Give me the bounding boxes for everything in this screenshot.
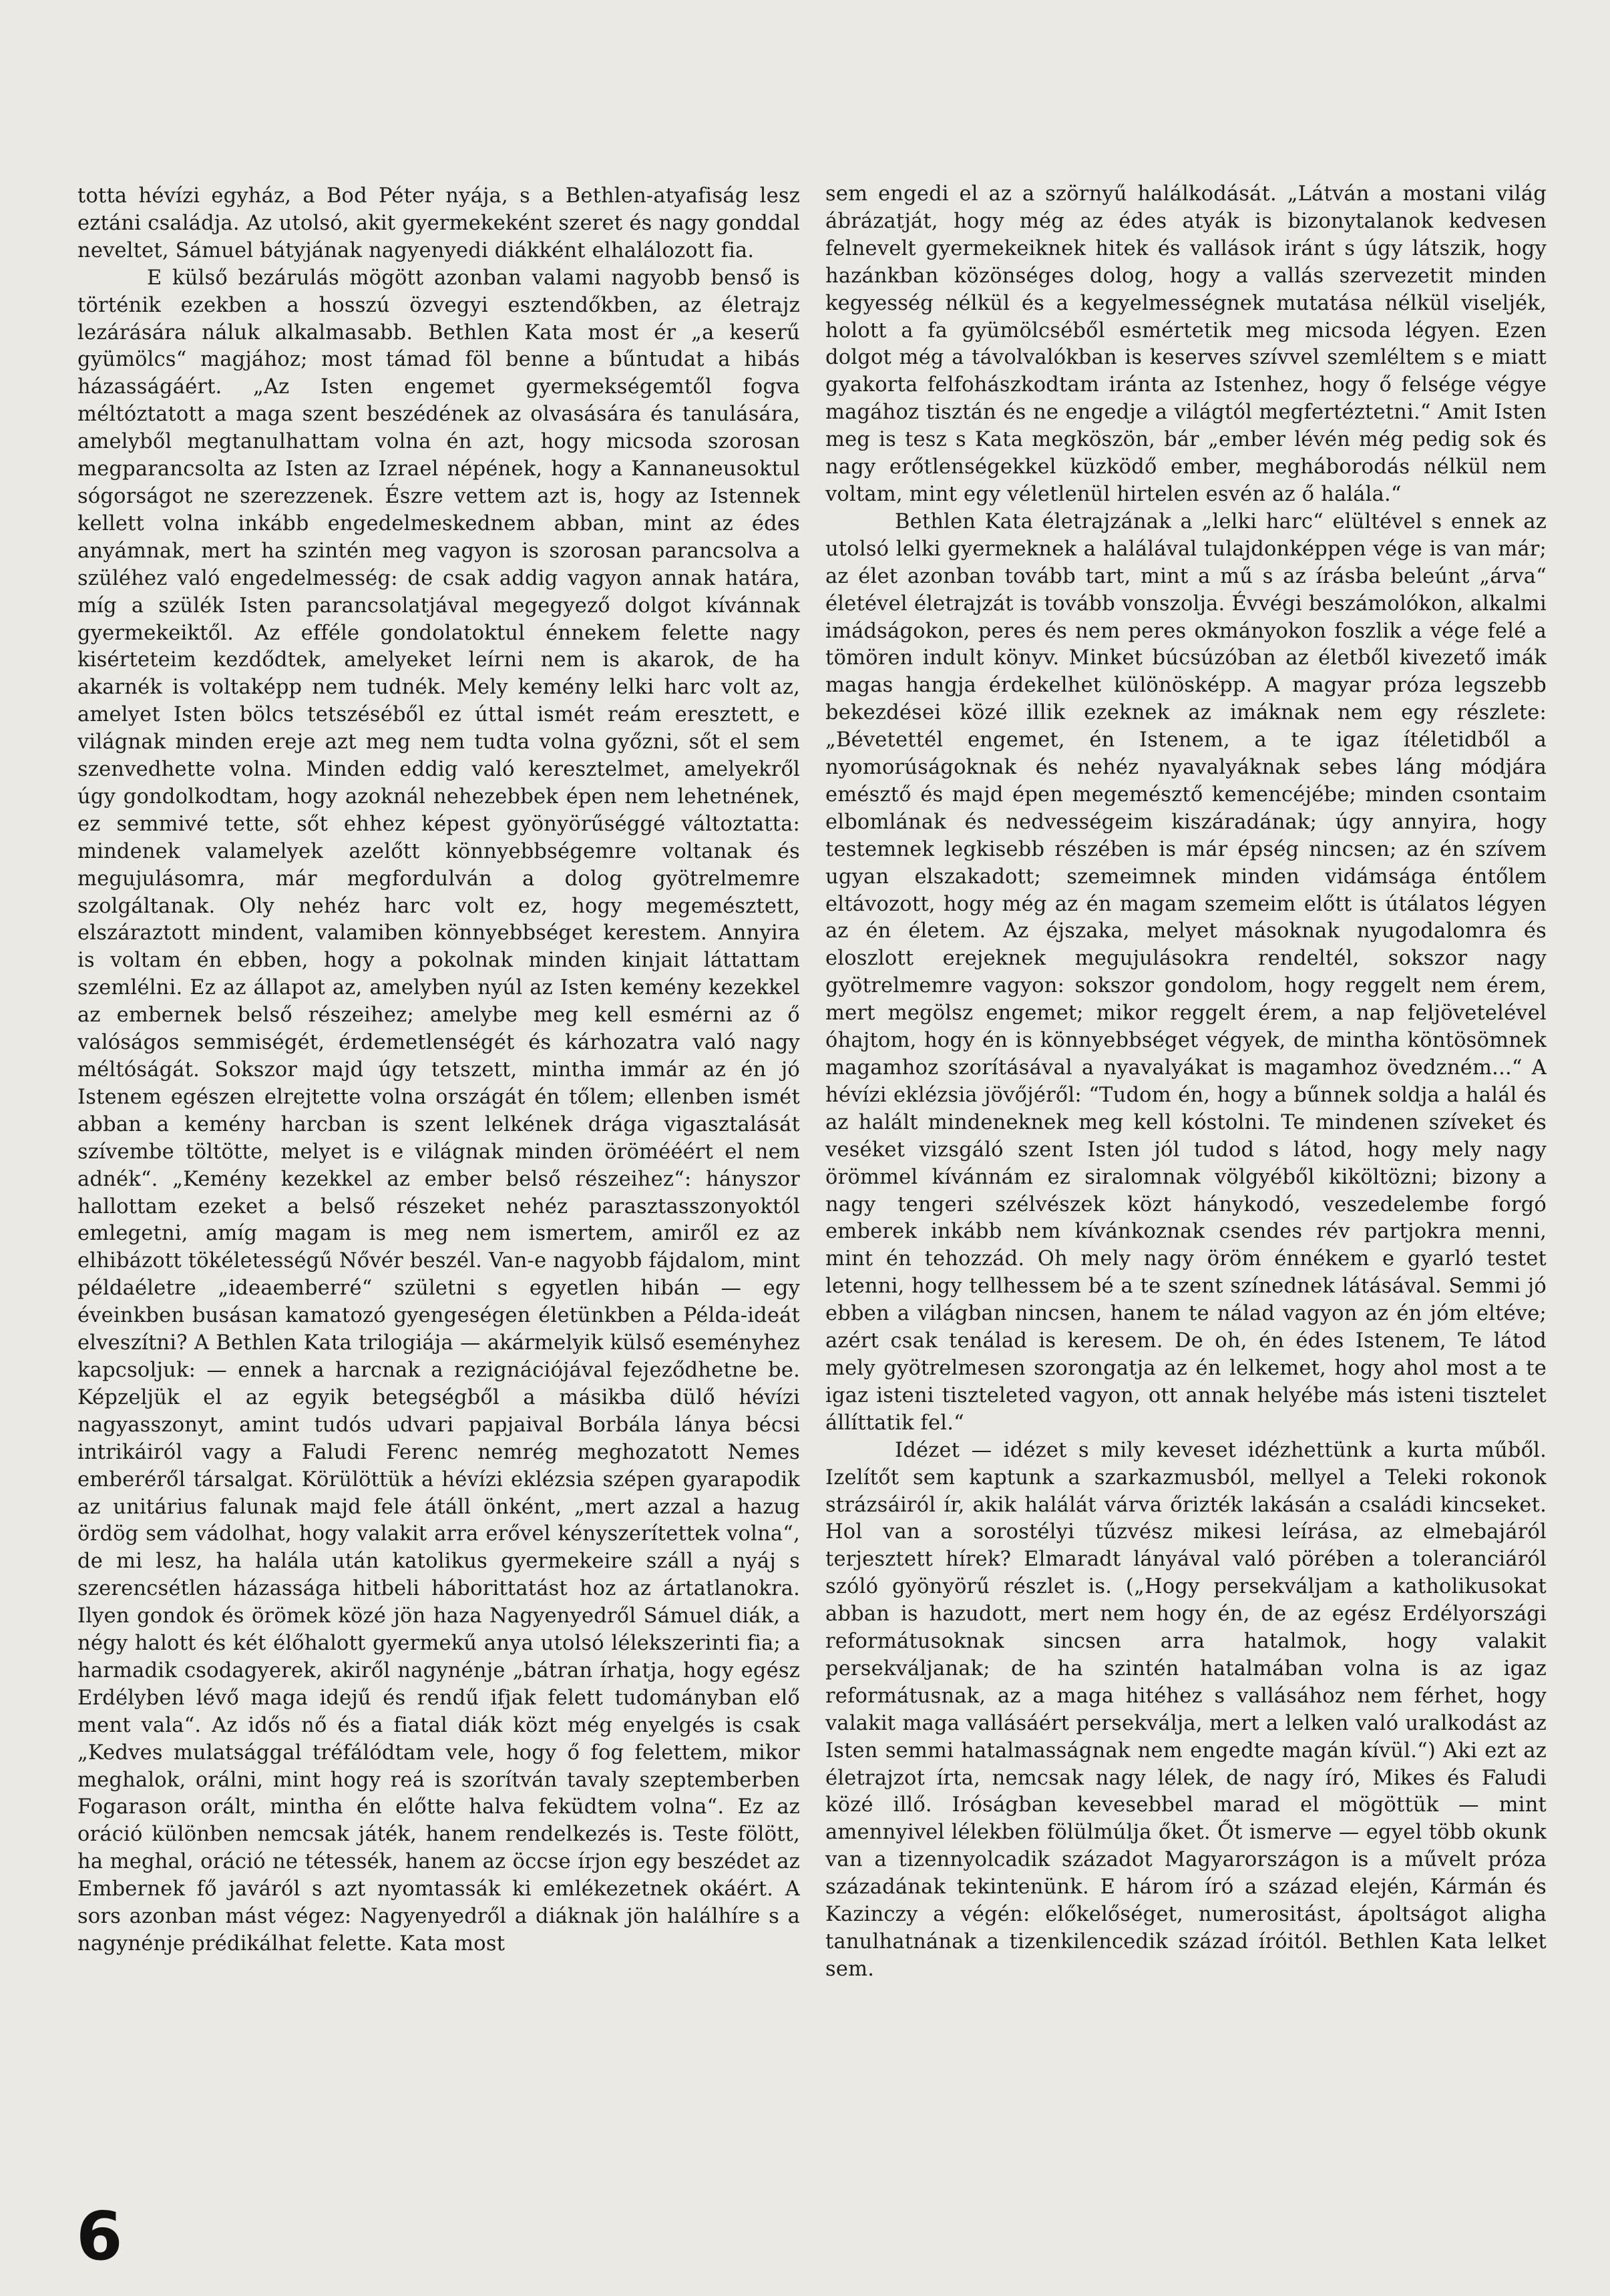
paragraph: E külső bezárulás mögött azonban valami nagyobb benső is történik ezekben a hosszú özvegyi esztendőkben, az életrajz lezárására náluk alkalmasabb. Bethlen Kata most ér „a keserű gyümölcs“ magjához; most támad föl benne a bűntudat a hibás házasságáért. „Az Isten engemet gyermekségemtől fogva méltóztatott a maga szent beszédének az olvasására és tanulására, amelyből megtanulhattam volna én azt, hogy micsoda szorosan megparancsolta az Isten az Izrael népének, hogy a Kannaneusoktul sógorságot ne szerezzenek. Észre vettem azt is, hogy az Istennek kellett volna inkább engedelmeskednem abban, mint az édes anyámnak, mert ha szintén meg vagyon is szorosan parancsolva a szüléhez való engedelmesség: de csak addig vagyon annak határa, míg a szülék Isten parancsolatjával megegyező dolgot kívánnak gyermekeiktől. Az efféle gondolatoktul énnekem felette nagy kisérteteim kezdődtek, amelyeket leírni nem is akarok, de ha akarnék is voltaképp nem tudnék. Mely kemény lelki harc volt az, amelyet Isten bölcs tetszéséből ez úttal ismét reám eresztett, e világnak minden ereje azt meg nem tudta volna győzni, sőt el sem szenvedhette volna. Minden eddig való keresztelmet, amelyekről úgy gondolkodtam, hogy azoknál nehezebbek épen nem lehetnének, ez semmivé tette, sőt ehhez képest gyönyörűséggé változtatta: mindenek valamelyek azelőtt könnyebbségemre voltanak és megujulásomra, már megfordulván a dolog gyötrelmemre szolgáltanak. Oly nehéz harc volt ez, hogy megemésztett, elszáraztott mindent, valamiben könnyebbséget kerestem. Annyira is voltam én ebben, hogy a pokolnak minden kinjait láttattam szemlélni. Ez az állapot az, amelyben nyúl az Isten kemény kezekkel az embernek belső részeihez; amelybe meg kell esmérni az ő valóságos semmiségét, érdemetlenségét és kárhozatra való nagy méltóságát. Sokszor majd úgy tetszett, mintha immár az én jó Istenem egészen elrejtette volna országát én tőlem; ellenben ismét abban a kemény harcban is szent lelkének drága vigasztalását szívembe töltötte, melyet is e világnak minden örömééért el nem adnék“. „Kemény kezekkel az ember belső részeihez“: hányszor hallottam ezeket a belső részeket nehéz parasztasszonyoktól emlegetni, amíg magam is meg nem ismertem, amiről ez az elhibázott tökéletességű Nővér beszél. Van-e nagyobb fájdalom, mint példaéletre „ideaemberré“ születni s egyetlen hibán — egy éveinkben busásan kamatozó gyengeségen életünkben a Példa-ideát elveszítni? A Bethlen Kata trilogiája — akármelyik külső eseményhez kapcsoljuk: — ennek a harcnak a rezignációjával fejeződhetne be. Képzeljük el az egyik betegségből a másikba dülő hévízi nagyasszonyt, amint tudós udvari papjaival Borbála lánya bécsi intrikáiról vagy a Faludi Ferenc nemrég meghozatott Nemes emberéről társalgat. Körülöttük a hévízi eklézsia szépen gyarapodik az unitárius falunak majd fele átáll önként, „mert azzal a hazug ördög sem vádolhat, hogy valakit arra erővel kényszerítettek volna“, de mi lesz, ha halála után katolikus gyermekeire száll a nyáj s szerencsétlen házassága hitbeli háborittatást hoz az ártatlanokra. Ilyen gondok és örömek közé jön haza Nagyenyedről Sámuel diák, a négy halott és két élőhalott gyermekű anya utolsó lélekszerinti fia; a harmadik csodagyerek, akiről nagynénje „bátran írhatja, hogy egész Erdélyben lévő maga idejű és rendű ifjak felett tudományban elő ment vala“. Az idős nő és a fiatal diák közt még enyelgés is csak „Kedves mulatsággal tréfálódtam vele, hogy ő fog felettem, mikor meghalok, orálni, mint hogy reá is szorítván tavaly szeptemberben Fogarason orált, mintha én előtte halva feküdtem volna“. Ez az oráció különben nemcsak játék, hanem rendelkezés is. Teste fölött, ha meghal, oráció ne tétessék, hanem az öccse írjon egy beszédet az Embernek fő javáról s azt nyomtassák ki emlékezetnek okáért. A sors azonban mást végez: Nagyenyedről a diáknak jön halálhíre s a nagynénje prédikálhat felette. Kata most [77, 266, 800, 1956]
paragraph: sem engedi el az a szörnyű halálkodását. „Látván a mostani világ ábrázatját, hogy még az édes atyák is bizonytalanok kedvesen felnevelt gyermekeiknek hitek és vallások iránt s úgy látszik, hogy hazánkban közönséges dolog, hogy a vallás szervezetit minden kegyesség nélkül és a kegyelmességnek mutatása nélkül viseljék, holott a fa gyümölcséből esmértetik meg micsoda légyen. Ezen dolgot még a távolvalókban is keserves szívvel szemléltem s e miatt gyakorta felfohászkodtam iránta az Istenhez, hogy ő felsége végye magához tisztán és ne engedje a világtól megfertéztetni.“ Amit Isten meg is tesz s Kata megköszön, bár „ember lévén még pedig sok és nagy erőtlenségekkel küzködő ember, megháborodás nélkül nem voltam, mint egy véletlenül hirtelen esvén az ő halála.“ [825, 182, 1547, 506]
paragraph: Bethlen Kata életrajzának a „lelki harc“ elültével s ennek az utolsó lelki gyermeknek a halálával tulajdonképpen vége is van már; az élet azonban tovább tart, mint a mű s az írásba beleúnt „árva“ életével életrajzát is tovább vonszolja. Évvégi beszámolókon, alkalmi imádságokon, peres és nem peres okmányokon foszlik a vége felé a tömören indult könyv. Minket búcsúzóban az életből kivezető imák magas hangja érdekelhet különösképp. A magyar próza legszebb bekezdései közé illik ezeknek az imáknak nem egy részlete: „Bévetettél engemet, én Istenem, a te igaz ítéletidből a nyomorúságoknak és nehéz nyavalyáknak sebes láng módjára emésztő és majd épen megemésztő kemencéjébe; minden csontaim elbomlának és nedvességeim kiszáradának; úgy annyira, hogy testemnek legkisebb részében is már épség nincsen; az én szívem ugyan elszakadott; szemeimnek minden vidámsága éntőlem eltávozott, hogy még az én magam szemeim előtt is útálatos légyen az én életem. Az éjszaka, melyet másoknak nyugodalomra és eloszlott erejeknek megujulásokra rendeltél, sokszor nagy gyötrelmemre vagyon: sokszor gondolom, hogy reggelt nem érem, mert megölsz engemet; mikor reggelt érem, a nap feljövetelével óhajtom, hogy én is könnyebbséget végyek, de mintha köntösömnek magamhoz szorításával a nyavalyákat is magamhoz övedzném...“ A hévízi eklézsia jövőjéről: “Tudom én, hogy a bűnnek soldja a halál és az halált mindeneknek meg kell kóstolni. Te mindenen szíveket és veséket vizsgáló szent Isten jól tudod s látod, hogy mely nagy örömmel kívánnám ez siralomnak völgyéből kiköltözni; bizony a nagy tengeri szélvészek közt hánykodó, veszedelembe forgó emberek inkább nem kívánkoznak csendes rév partjokra menni, mint én tehozzád. Oh mely nagy öröm énnékem e gyarló testet letenni, hogy tellhessem bé a te szent színednek látásával. Semmi jó ebben a világban nincsen, hanem te nálad vagyon az én jóm eltéve; azért csak tenálad is keresem. De oh, én édes Istenem, Te látod mely gyötrelmesen szorongatja az én lelkemet, hogy ahol most a te igaz isteni tiszteleted vagyon, ott annak helyébe más isteni tisztelet állíttatik fel.“ [825, 509, 1547, 1435]
paragraph: totta hévízi egyház, a Bod Péter nyája, s a Bethlen-atyafiság lesz eztáni családja. Az utolsó, akit gyermekeként szeret és nagy gonddal neveltet, Sámuel bátyjának nagyenyedi diákként elhalálozott fia. [77, 184, 800, 262]
paragraph: Idézet — idézet s mily keveset idézhettünk a kurta műből. Izelítőt sem kaptunk a szarkazmusból, mellyel a Teleki rokonok strázsáiról ír, akik halálát várva őrizték lakásán a családi kincseket. Hol van a sorostélyi tűzvész mikesi leírása, az elmebajáról terjesztett hírek? Elmaradt lányával való pörében a toleranciáról szóló gyönyörű részlet is. („Hogy persekváljam a katholikusokat abban is hazudott, mert nem hogy én, de az egész Erdélyországi reformátusoknak sincsen arra hatalmok, hogy valakit persekváljanak; de ha szintén hatalmában volna is az igaz reformátusnak, az a maga hitéhez s vallásához nem férhet, hogy valakit maga vallásáért persekválja, mert a lelken való uralkodást az Isten semmi hatalmasságnak nem engedte magán kívül.“) Aki ezt az életrajzot írta, nemcsak nagy lélek, de nagy író, Mikes és Faludi közé illő. Iróságban kevesebbel marad el mögöttük — mint amennyivel lélekben fölülmúlja őket. Őt ismerve — egyel több okunk van a tizennyolcadik századot Magyarországon is a művelt próza századának tekintenünk. E három író a század elején, Kármán és Kazinczy a végén: előkelőséget, numerositást, ápoltságot aligha tanulhatnának a tizenkilencedik század íróitól. Bethlen Kata lelket sem. [825, 1438, 1547, 1981]
page-number: 6 [76, 2197, 123, 2275]
left-text-column [77, 183, 800, 1958]
right-text-column [825, 181, 1547, 1984]
